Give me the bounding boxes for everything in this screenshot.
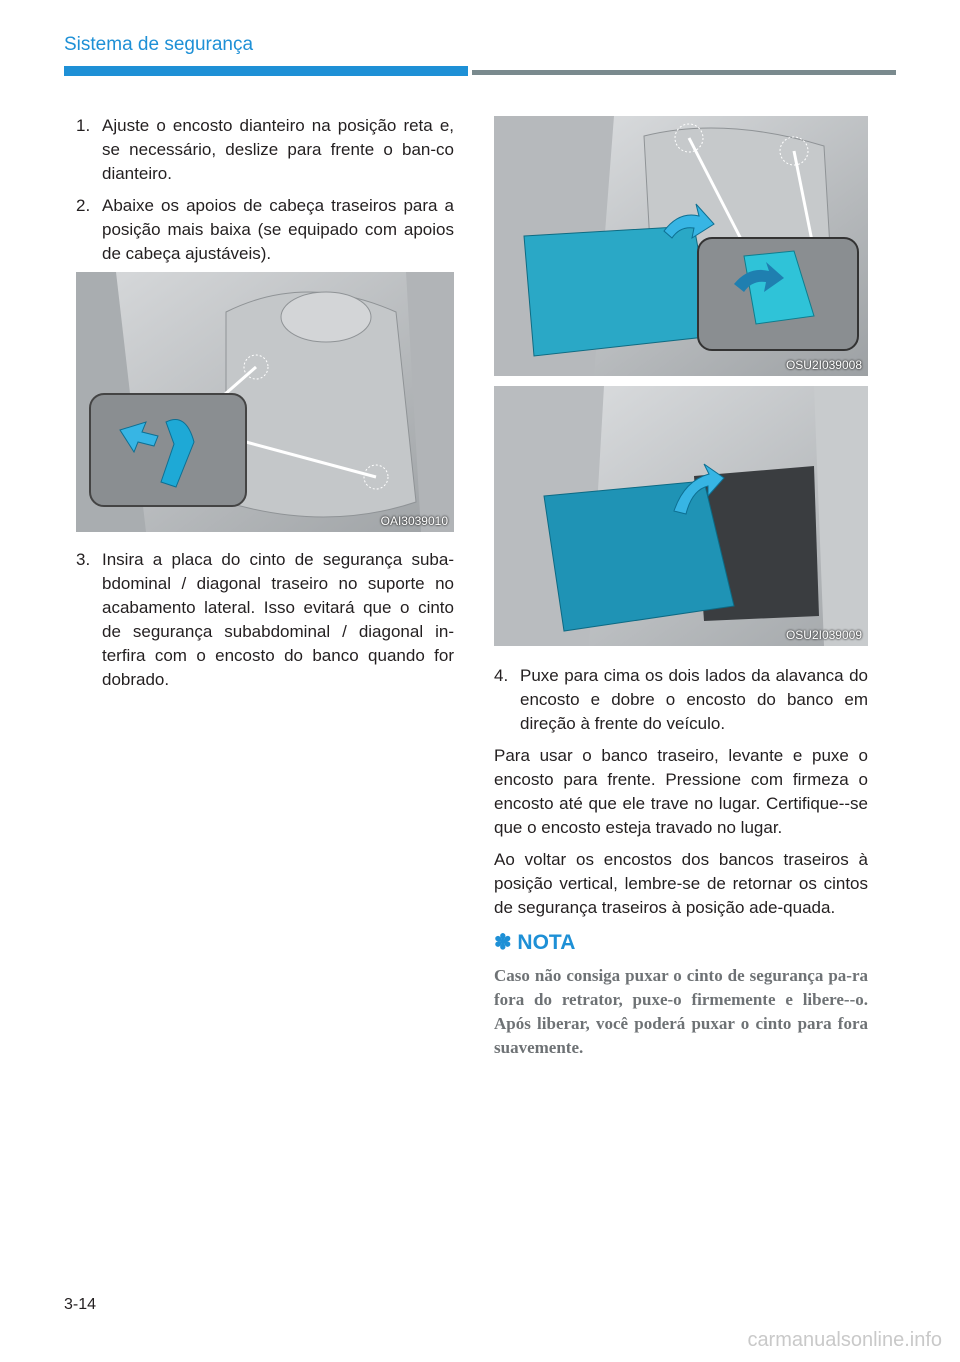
step-1 bbox=[76, 114, 454, 186]
paragraph-1: Para usar o banco traseiro, levante e puxe o encosto para frente. Pressione com firmeza o encosto até que ele trave no lugar. Certifique--se que o encosto esteja travado no lugar. bbox=[494, 746, 868, 837]
step-number: 1. bbox=[76, 116, 91, 135]
step-text: Insira a placa do cinto de segurança suba-bdominal / diagonal traseiro no suporte no acabamento lateral. Isso evitará que o cinto de segurança subabdominal / diagonal in-terfira com o encosto do banco quando for dobrado. bbox=[102, 550, 454, 689]
figure-headrest bbox=[76, 272, 454, 532]
right-column-text bbox=[494, 664, 868, 928]
left-column-lower bbox=[76, 548, 454, 700]
header-rule bbox=[472, 70, 896, 75]
rear-seat-headrest-illustration bbox=[76, 272, 454, 532]
step-text: Puxe para cima os dois lados da alavanca do encosto e dobre o encosto do banco em direção à frente do veículo. bbox=[520, 666, 868, 733]
watermark: carmanualsonline.info bbox=[747, 1329, 942, 1351]
step-number: 2. bbox=[76, 196, 91, 215]
step-number: 4. bbox=[494, 666, 509, 685]
step-2 bbox=[76, 194, 454, 266]
figure-code: OSU2I039008 bbox=[785, 358, 862, 372]
note-text: Caso não consiga puxar o cinto de segurança pa-ra fora do retrator, puxe-o firmemente e libere--o. Após liberar, você poderá puxar o cinto para fora suavemente. bbox=[494, 966, 868, 1057]
step-4 bbox=[494, 664, 868, 736]
step-3 bbox=[76, 548, 454, 692]
step-number: 3. bbox=[76, 550, 91, 569]
step-text: Abaixe os apoios de cabeça traseiros para a posição mais baixa (se equipado com apoios de cabeça ajustáveis). bbox=[102, 196, 454, 263]
section-title: Sistema de segurança bbox=[64, 34, 254, 55]
figure-code: OSU2I039009 bbox=[785, 628, 862, 642]
note-title: ✽ NOTA bbox=[494, 931, 576, 954]
figure-fold-lever bbox=[494, 116, 868, 376]
figure-code: OAI3039010 bbox=[380, 514, 448, 528]
page-number: 3-14 bbox=[64, 1296, 97, 1313]
seat-fold-lever-illustration bbox=[494, 116, 868, 376]
left-column bbox=[76, 114, 454, 274]
header-rule-accent bbox=[64, 66, 468, 76]
paragraph-2: Ao voltar os encostos dos bancos traseiros à posição vertical, lembre-se de retornar os cintos de segurança traseiros à posição ade-quada. bbox=[494, 850, 868, 917]
figure-folded-seat bbox=[494, 386, 868, 646]
folded-seatback-illustration bbox=[494, 386, 868, 646]
step-text: Ajuste o encosto dianteiro na posição reta e, se necessário, deslize para frente o ban-co dianteiro. bbox=[102, 116, 454, 183]
